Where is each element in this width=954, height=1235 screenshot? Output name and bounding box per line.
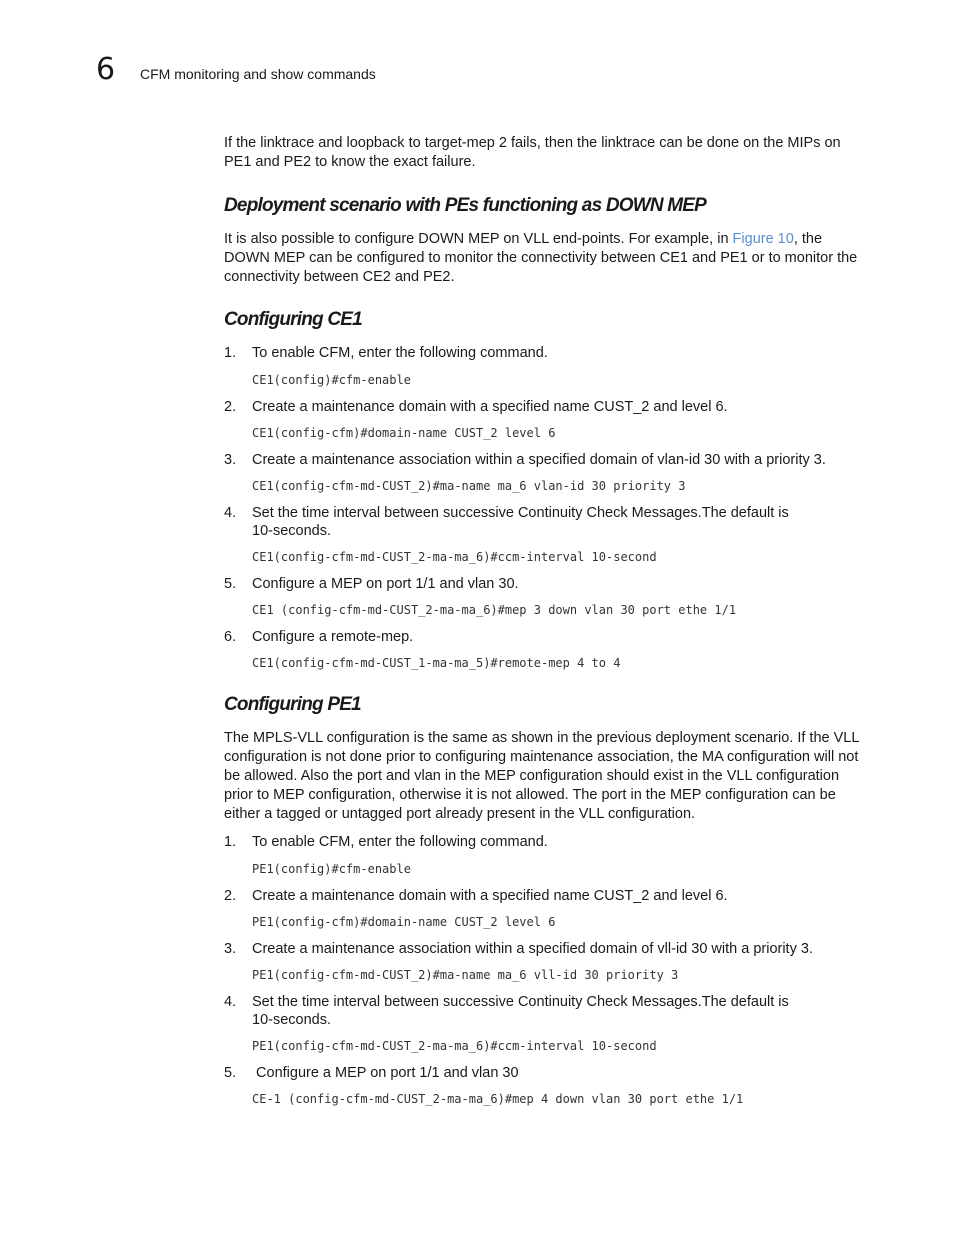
step-text: To enable CFM, enter the following command.: [252, 834, 548, 850]
step-text: Configure a remote-mep.: [252, 629, 414, 645]
ce1-step: [224, 344, 870, 362]
step-number: 1.: [224, 345, 237, 361]
step-text: To enable CFM, enter the following command.: [252, 345, 548, 361]
ce1-step: [224, 575, 870, 593]
pe1-step: [224, 1064, 870, 1082]
step-number: 2.: [224, 888, 237, 904]
step-number: 4.: [224, 994, 237, 1010]
figure-10-link[interactable]: Figure 10: [732, 231, 794, 247]
code-line: PE1(config)#cfm-enable: [252, 862, 411, 876]
step-number: 3.: [224, 452, 237, 468]
section-heading-ce1: Configuring CE1: [224, 309, 362, 330]
page-content: [224, 134, 870, 1107]
chapter-number: 6: [96, 52, 116, 87]
chapter-title: CFM monitoring and show commands: [140, 66, 376, 82]
step-text: Create a maintenance domain with a specified name CUST_2 and level 6.: [252, 888, 728, 904]
pe1-step-list: [224, 833, 870, 1107]
code-line: PE1(config-cfm-md-CUST_2)#ma-name ma_6 vll-id 30 priority 3: [252, 968, 679, 982]
code-line: CE1(config-cfm-md-CUST_1-ma-ma_5)#remote-mep 4 to 4: [252, 656, 621, 670]
step-text: Create a maintenance association within a specified domain of vlan-id 30 with a priority 3.: [252, 452, 826, 468]
code-line: CE1(config)#cfm-enable: [252, 373, 411, 387]
code-line: CE1 (config-cfm-md-CUST_2-ma-ma_6)#mep 3 down vlan 30 port ethe 1/1: [252, 603, 737, 617]
code-line: PE1(config-cfm-md-CUST_2-ma-ma_6)#ccm-interval 10-second: [252, 1039, 657, 1053]
step-number: 3.: [224, 941, 237, 957]
code-line: CE1(config-cfm-md-CUST_2)#ma-name ma_6 vlan-id 30 priority 3: [252, 479, 686, 493]
step-text: Create a maintenance domain with a specified name CUST_2 and level 6.: [252, 399, 728, 415]
ce1-step: [224, 398, 870, 416]
step-text: Set the time interval between successive Continuity Check Messages.The default is 10-seconds.: [252, 994, 789, 1028]
step-number: 5.: [224, 1065, 237, 1081]
pe1-step: [224, 833, 870, 851]
code-line: CE-1 (config-cfm-md-CUST_2-ma-ma_6)#mep 4 down vlan 30 port ethe 1/1: [252, 1092, 744, 1106]
step-number: 6.: [224, 629, 237, 645]
down-mep-paragraph: [224, 230, 870, 287]
down-mep-text-2: , the DOWN MEP can be configured to monitor the connectivity between CE1 and PE1 or to monitor the connectivity between CE2 and PE2.: [224, 231, 858, 285]
section-heading-down-mep: Deployment scenario with PEs functioning as DOWN MEP: [224, 195, 707, 216]
code-line: CE1(config-cfm-md-CUST_2-ma-ma_6)#ccm-interval 10-second: [252, 550, 657, 564]
step-number: 4.: [224, 505, 237, 521]
step-text: Create a maintenance association within a specified domain of vll-id 30 with a priority 3.: [252, 941, 813, 957]
step-number: 5.: [224, 576, 237, 592]
intro-paragraph: If the linktrace and loopback to target-mep 2 fails, then the linktrace can be done on the MIPs on PE1 and PE2 to know the exact failure.: [224, 135, 841, 170]
ce1-step-list: [224, 344, 870, 671]
pe1-step: [224, 940, 870, 958]
ce1-step: [224, 504, 870, 540]
pe1-paragraph: The MPLS-VLL configuration is the same as shown in the previous deployment scenario. If the VLL configuration is not done prior to configuring maintenance association, the MA configuration will not be allowed. Also the port and vlan in the MEP configuration should exist in the VLL configuration prior to MEP configuration, otherwise it is not allowed. The port in the MEP configuration can be either a tagged or untagged port already present in the VLL configuration.: [224, 730, 859, 822]
code-line: PE1(config-cfm)#domain-name CUST_2 level 6: [252, 915, 556, 929]
step-number: 2.: [224, 399, 237, 415]
ce1-step: [224, 628, 870, 646]
section-heading-pe1: Configuring PE1: [224, 694, 361, 715]
step-text: Configure a MEP on port 1/1 and vlan 30: [252, 1065, 519, 1081]
down-mep-text-1: It is also possible to configure DOWN MEP on VLL end-points. For example, in: [224, 231, 733, 247]
step-text: Configure a MEP on port 1/1 and vlan 30.: [252, 576, 519, 592]
pe1-step: [224, 993, 870, 1029]
code-line: CE1(config-cfm)#domain-name CUST_2 level 6: [252, 426, 556, 440]
pe1-step: [224, 887, 870, 905]
ce1-step: [224, 451, 870, 469]
step-text: Set the time interval between successive Continuity Check Messages.The default is 10-seconds.: [252, 505, 789, 539]
step-number: 1.: [224, 834, 237, 850]
